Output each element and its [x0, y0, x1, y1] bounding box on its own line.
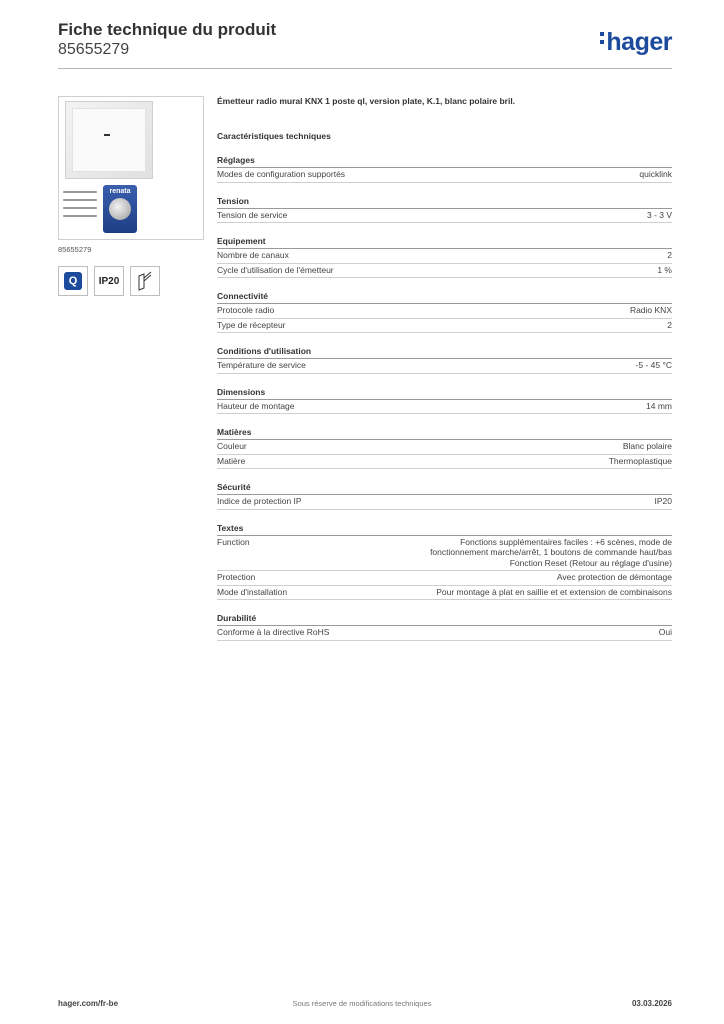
spec-row [217, 249, 672, 264]
product-description: Émetteur radio mural KNX 1 poste ql, version plate, K.1, blanc polaire bril. [217, 96, 516, 106]
spec-content [217, 95, 672, 641]
spec-value: Radio KNX [629, 305, 672, 315]
tech-heading: Caractéristiques techniques [217, 131, 331, 141]
spec-section [217, 196, 672, 224]
page-title: Fiche technique du produit [58, 20, 277, 39]
led-indicator [104, 134, 110, 136]
spec-value: Thermoplastique [608, 455, 672, 466]
spec-label: Tension de service [217, 209, 288, 220]
section-title: Tension [217, 196, 672, 209]
spec-value: quicklink [639, 169, 672, 179]
footer-website[interactable]: hager.com/fr-be [58, 999, 119, 1008]
spec-value: Avec protection de démontage [556, 572, 672, 582]
product-media [58, 96, 204, 296]
spec-row [217, 359, 672, 374]
image-caption: 85655279 [58, 245, 92, 254]
battery-image [103, 185, 137, 233]
document-header [58, 20, 276, 59]
hager-logo[interactable] [600, 28, 672, 57]
section-title: Conditions d'utilisation [217, 346, 672, 359]
spec-label: Mode d'installation [217, 586, 288, 597]
spec-label: Hauteur de montage [217, 400, 295, 411]
spec-label: Type de récepteur [217, 319, 286, 330]
footer-date: 03.03.2026 [631, 999, 672, 1008]
spec-row [217, 168, 672, 183]
product-image [58, 96, 204, 240]
logo-text: hager [606, 28, 672, 56]
spec-value: 14 mm [646, 400, 672, 411]
section-title: Sécurité [217, 482, 672, 495]
spec-section [217, 346, 672, 374]
spec-sections [217, 155, 672, 641]
spec-label: Function [217, 536, 250, 547]
spec-row [217, 571, 672, 586]
section-title: Textes [217, 523, 672, 536]
spec-label: Modes de configuration supportés [217, 169, 346, 179]
header-divider [58, 68, 672, 69]
spec-row [217, 319, 672, 334]
spec-value: 2 [667, 250, 672, 260]
spec-section [217, 482, 672, 510]
battery-brand: renata [109, 188, 131, 195]
logo-mark-icon [600, 28, 606, 48]
spec-label: Conforme à la directive RoHS [217, 627, 330, 637]
spec-label: Protocole radio [217, 305, 275, 315]
quicklink-icon: Q [58, 266, 88, 296]
spec-label: Cycle d'utilisation de l'émetteur [217, 264, 334, 275]
spec-value: 1 % [657, 264, 672, 275]
spec-value: Oui [658, 627, 672, 637]
section-title: Réglages [217, 155, 672, 168]
spec-row [217, 626, 672, 641]
section-title: Equipement [217, 236, 672, 249]
spec-value: Fonctions supplémentaires faciles : +6 scènes, mode de fonctionnement marche/arrêt, 1 boutons de commande haut/bas Fonction Reset (Retour au réglage d'usine) [430, 536, 672, 568]
spec-value: Pour montage à plat en saillie et et extension de combinaisons [436, 586, 672, 597]
certification-icons [58, 266, 204, 296]
spec-section [217, 155, 672, 183]
section-title: Connectivité [217, 291, 672, 304]
spec-value: 3 - 3 V [646, 209, 672, 220]
spec-label: Indice de protection IP [217, 496, 302, 506]
spec-row [217, 455, 672, 470]
spec-value: IP20 [654, 496, 672, 506]
spec-section [217, 387, 672, 415]
spec-row [217, 209, 672, 224]
spec-section [217, 291, 672, 333]
spec-section [217, 236, 672, 278]
spec-row [217, 400, 672, 415]
spec-section [217, 613, 672, 641]
spec-value: 2 [667, 319, 672, 330]
mounting-icon [130, 266, 160, 296]
spec-row [217, 440, 672, 455]
section-title: Durabilité [217, 613, 672, 626]
spec-label: Couleur [217, 441, 247, 451]
screws-image [63, 185, 97, 225]
spec-row [217, 536, 672, 572]
spec-row [217, 304, 672, 319]
product-number: 85655279 [58, 41, 130, 58]
spec-label: Matière [217, 455, 246, 466]
section-title: Matières [217, 427, 672, 440]
spec-label: Température de service [217, 360, 306, 370]
spec-row [217, 495, 672, 510]
spec-label: Nombre de canaux [217, 250, 289, 260]
switch-plate-image [65, 101, 153, 179]
footer-notice: Sous réserve de modifications techniques [292, 999, 432, 1008]
spec-value: -5 - 45 °C [635, 360, 672, 370]
ip20-icon: IP20 [94, 266, 124, 296]
section-title: Dimensions [217, 387, 672, 400]
spec-section [217, 427, 672, 469]
spec-label: Protection [217, 572, 256, 582]
spec-row [217, 586, 672, 601]
spec-section [217, 523, 672, 601]
spec-value: Blanc polaire [622, 441, 672, 451]
spec-row [217, 264, 672, 279]
